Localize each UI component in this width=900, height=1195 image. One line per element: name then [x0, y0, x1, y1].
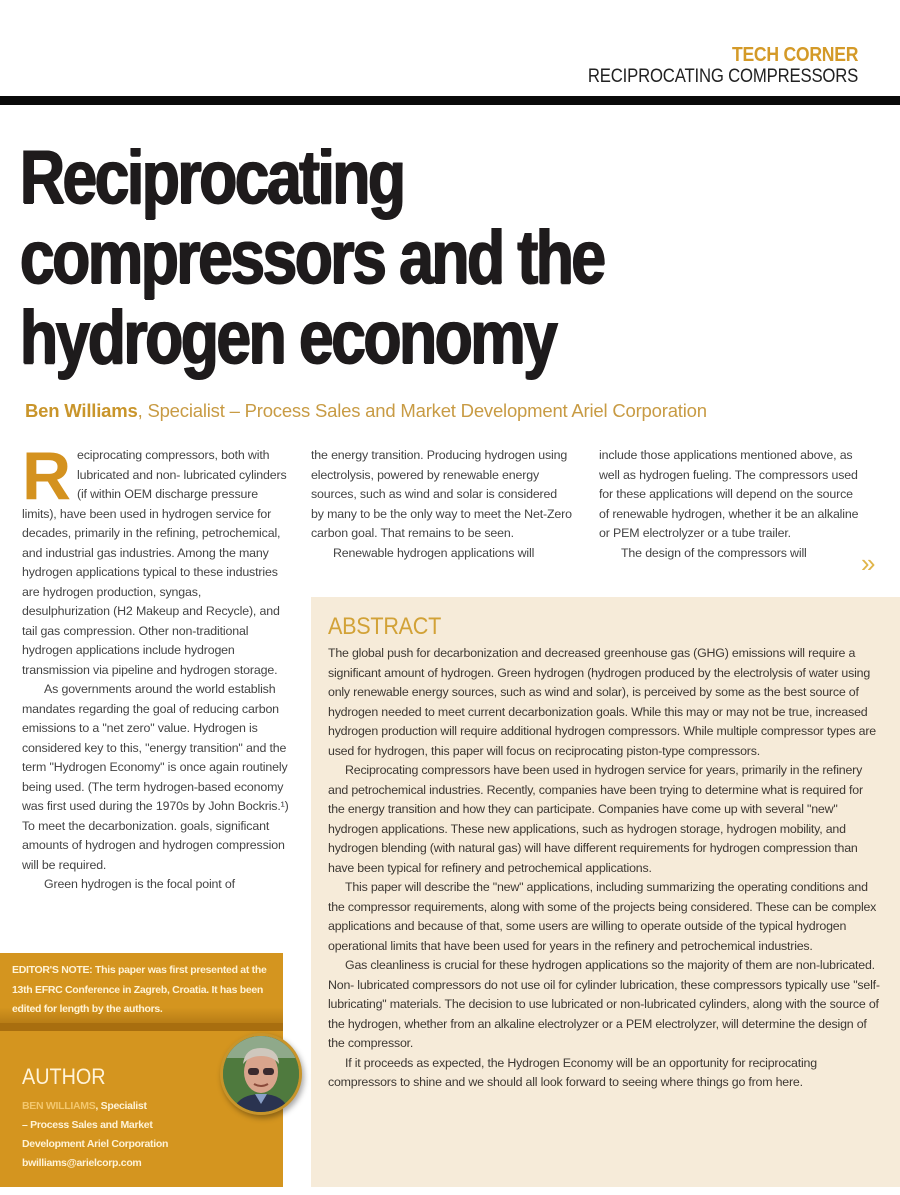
author-email-link[interactable]: bwilliams@arielcorp.com [22, 1157, 142, 1169]
body-paragraph: The design of the compressors will [621, 545, 807, 560]
body-column-2 [311, 446, 573, 563]
section-label: TECH CORNER [731, 44, 858, 66]
body-paragraph: include those applications mentioned above, as well as hydrogen fueling. The compressors used for these applications will depend on the source of renewable hydrogen, whether it be an alkaline or PEM electrolyzer or a tube trailer. [599, 448, 859, 540]
abstract-paragraph: If it proceeds as expected, the Hydrogen Economy will be an opportunity for reciprocating compressors to shine and we should all look forward to seeing where things go from here. [328, 1055, 817, 1089]
body-column-3 [599, 446, 861, 563]
body-paragraph: the energy transition. Producing hydrogen using electrolysis, powered by renewable energy sources, such as wind and solar is considered by many to be the only way to meet the Net-Zero carbon goal. That remains to be seen. [311, 448, 572, 540]
abstract-paragraph: This paper will describe the "new" applications, including summarizing the operating conditions and the compressor requirements, along with some of the projects being considered. These can be complex applications and because of that, some users are willing to operate outside of the typical hydrogen operational limits that have been used for years in the refinery and petrochemical industries. [328, 880, 877, 953]
byline-author-name: Ben Williams [25, 400, 138, 421]
headline-line-3: hydrogen economy [20, 295, 556, 380]
topic-label: RECIPROCATING COMPRESSORS [587, 66, 858, 87]
abstract-paragraph: Reciprocating compressors have been used in hydrogen service for years, primarily in the refinery and petrochemical industries. Recently, companies have been trying to determine what is required for the energy transition and how they can participate. Companies have come up with several "new" hydrogen applications. These new applications, such as hydrogen storage, hydrogen mobility, and hydrogen blending (with natural gas) will have different requirements for hydrogen compression than have been typical for refinery and petrochemical applications. [328, 763, 863, 875]
body-column-1 [22, 438, 290, 895]
author-heading: AUTHOR [22, 1064, 106, 1089]
body-paragraph: Green hydrogen is the focal point of [44, 877, 235, 891]
abstract-title: ABSTRACT [328, 613, 442, 640]
author-name: BEN WILLIAMS [22, 1100, 96, 1112]
abstract-paragraph: Gas cleanliness is crucial for these hydrogen applications so the majority of them are non-lubricated. Non- lubricated compressors do not use oil for cylinder lubrication, these compressors typically use "self-lubricating" materials. The decision to use lubricated or non-lubricated cylinders, along with the source of the hydrogen, whether from an alkaline electrolyzer or a PEM electrolyzer, will determine the design of the compressor. [328, 958, 880, 1050]
abstract-panel [311, 597, 900, 1187]
body-paragraph: As governments around the world establish mandates regarding the goal of reducing carbon emissions to a "net zero" value. Hydrogen is considered key to this, "energy transition" and the term "Hydrogen Economy" is once again routinely being used. (The term hydrogen-based economy was first used during the 1970s by John Bockris.¹) To meet the decarbonization. goals, significant amounts of hydrogen and hydrogen compression will be required. [22, 682, 289, 872]
article-headline [20, 135, 840, 380]
byline [25, 400, 707, 422]
drop-cap: R [22, 438, 71, 514]
section-kicker [551, 44, 858, 88]
body-paragraph: Reciprocating compressors, both with lubricated and non- lubricated cylinders (if within OEM discharge pressure limits), have been used in hydrogen service for decades, primarily in the refining, petrochemical, and industrial gas industries. Among the many hydrogen applications typical to these industries are hydrogen production, syngas, desulphurization (H2 Makeup and Recycle), and tail gas compression. Other non-traditional hydrogen applications include hydrogen transmission via pipeline and hydrogen storage. [22, 438, 287, 677]
body-paragraph: Renewable hydrogen applications will [333, 545, 535, 560]
continue-arrow-icon[interactable]: » [861, 548, 876, 578]
headline-line-2: compressors and the [20, 215, 604, 300]
header-rule [0, 96, 900, 105]
author-bio: BEN WILLIAMS, Specialist – Process Sales and Market Development Ariel Corporation bwilliams@arielcorp.com [22, 1097, 222, 1173]
byline-author-role: , Specialist – Process Sales and Market Development Ariel Corporation [137, 400, 707, 421]
author-photo-avatar [220, 1033, 302, 1115]
author-portrait-icon [223, 1036, 299, 1112]
headline-line-1: Reciprocating [20, 135, 404, 220]
abstract-paragraph: The global push for decarbonization and decreased greenhouse gas (GHG) emissions will require a significant amount of hydrogen. Green hydrogen (hydrogen produced by the electrolysis of water using only renewable energy sources, such as wind and solar), is perceived by some as the best source of hydrogen needed to meet current decarbonization goals. While this may or may not be true, increased hydrogen production will require additional hydrogen compressors. While multiple compressor types are used for hydrogen, this paper will focus on reciprocating piston-type compressors. [328, 646, 876, 758]
editors-note: EDITOR'S NOTE: This paper was first presented at the 13th EFRC Conference in Zagreb, Croatia. It has been edited for length by the authors. [0, 953, 283, 1031]
